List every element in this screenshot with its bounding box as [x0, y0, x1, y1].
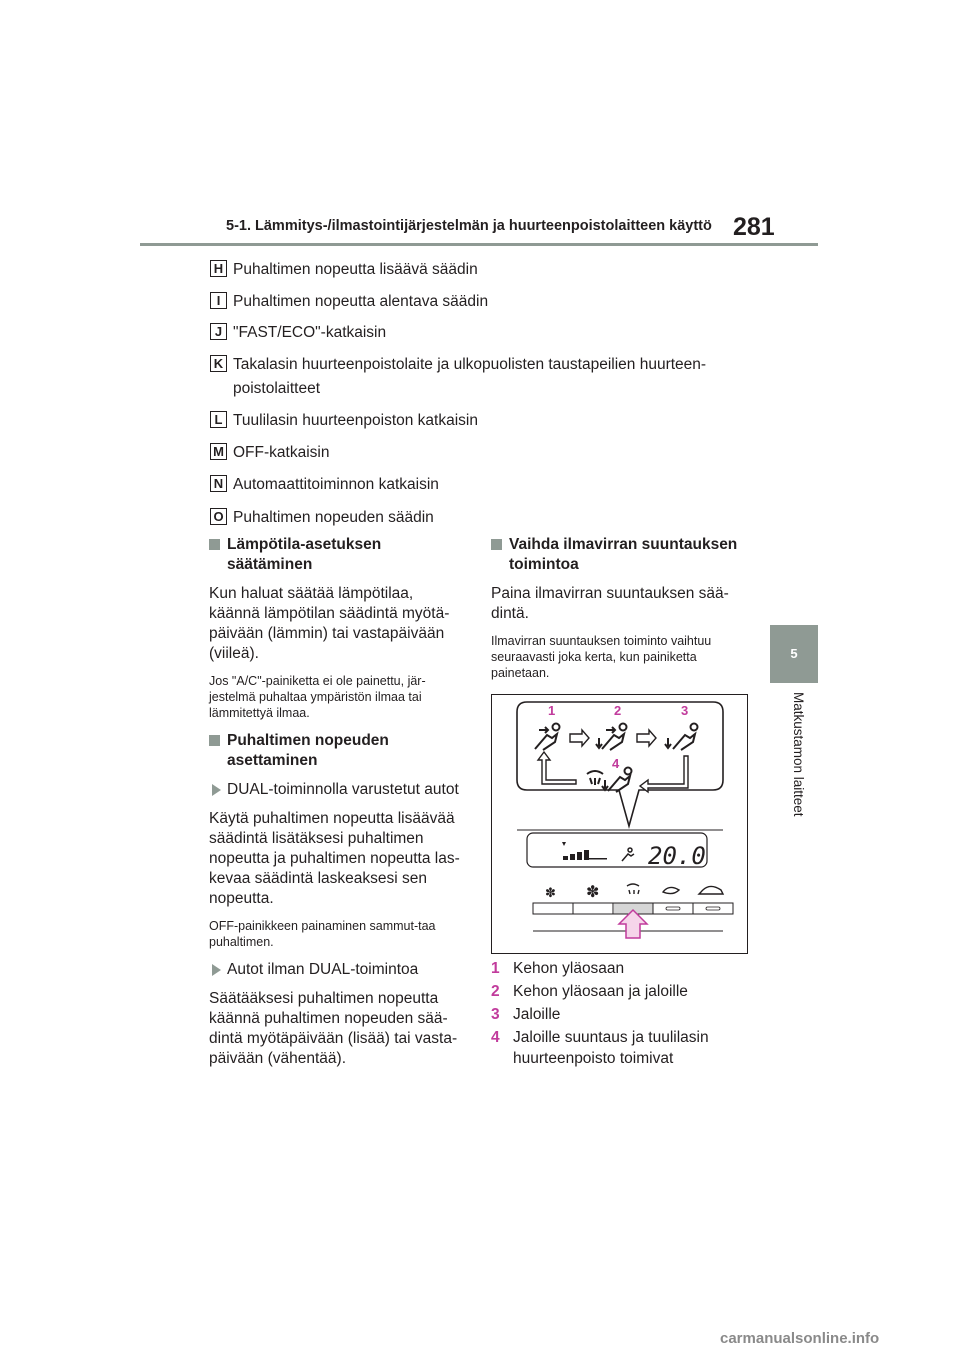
chapter-label: Matkustamon laitteet	[791, 692, 806, 817]
legend-item: 2 Kehon yläosaan ja jaloille	[491, 983, 688, 1000]
page-number: 281	[733, 213, 775, 241]
airflow-mode-figure	[491, 694, 748, 954]
key-item-text: Automaattitoiminnon katkaisin	[233, 476, 439, 493]
key-item-text: Puhaltimen nopeutta lisäävä säädin	[233, 261, 478, 278]
square-bullet-icon	[209, 735, 220, 746]
legend-item: 3 Jaloille	[491, 1006, 561, 1023]
legend-item: 1 Kehon yläosaan	[491, 960, 625, 977]
key-item-j	[210, 322, 387, 344]
key-badge: N	[210, 475, 227, 492]
triangle-bullet-icon	[212, 964, 221, 976]
legend-item: 4 Jaloille suuntaus ja tuulilasin huurteenpoisto toimivat	[491, 1029, 709, 1067]
nodual-body: Säätääksesi puhaltimen nopeutta käännä puhaltimen nopeuden sää-dintä myötäpäivään (lisää) tai vasta-päivään (vähentää).	[209, 990, 458, 1067]
airflow-body: Paina ilmavirran suuntauksen sää-dintä.	[491, 585, 729, 622]
temperature-readout: 20.0	[648, 842, 706, 870]
nodual-bullet: Autot ilman DUAL-toimintoa	[209, 960, 467, 980]
key-badge: H	[210, 260, 227, 277]
section-title: 5-1. Lämmitys-/ilmastointijärjestelmän ja huurteenpoistolaitteen käyttö	[226, 218, 712, 234]
dual-body: Käytä puhaltimen nopeutta lisäävää säädintä lisätäksesi puhaltimen nopeutta ja puhaltimen nopeutta las-kevaa säädintä laskeaksesi sen nopeutta.	[209, 810, 460, 907]
right-column	[491, 535, 749, 691]
off-note: OFF-painikkeen painaminen sammut-taa puhaltimen.	[209, 919, 436, 949]
airflow-diagram	[491, 694, 748, 954]
key-item-l	[210, 410, 478, 432]
key-badge: M	[210, 443, 227, 460]
chapter-tab: 5	[770, 625, 818, 683]
key-item-o	[210, 507, 434, 529]
callout-number: 1	[548, 703, 556, 718]
key-badge: K	[210, 355, 227, 372]
fan-low-icon: ✽	[545, 885, 556, 900]
key-item-n	[210, 474, 439, 496]
key-item-text: Puhaltimen nopeutta alentava säädin	[233, 293, 489, 310]
key-item-i	[210, 291, 489, 313]
temperature-heading: Lämpötila-asetuksen säätäminen	[209, 535, 467, 575]
square-bullet-icon	[491, 539, 502, 550]
watermark: carmanualsonline.info	[720, 1330, 880, 1347]
airflow-note: Ilmavirran suuntauksen toiminto vaihtuu seuraavasti joka kerta, kun painiketta painetaan.	[491, 634, 712, 680]
fan-speed-heading: Puhaltimen nopeuden asettaminen	[209, 731, 467, 771]
callout-number: 2	[614, 703, 622, 718]
key-item-k	[210, 354, 707, 376]
key-item-text: OFF-katkaisin	[233, 444, 330, 461]
key-item-text: Takalasin huurteenpoistolaite ja ulkopuolisten taustapeilien huurteen-	[233, 356, 707, 373]
square-bullet-icon	[209, 539, 220, 550]
key-badge: O	[210, 508, 227, 525]
temperature-note: Jos "A/C"-painiketta ei ole painettu, jär-jestelmä puhaltaa ympäristön ilmaa tai lämmitettyä ilmaa.	[209, 674, 426, 720]
key-item-text: poistolaitteet	[233, 380, 321, 397]
key-badge: L	[210, 411, 227, 428]
callout-number: 3	[681, 703, 689, 718]
key-item-text: Puhaltimen nopeuden säädin	[233, 509, 434, 526]
callout-number: 4	[612, 756, 620, 771]
key-item-m	[210, 442, 330, 464]
airflow-legend	[491, 958, 751, 1071]
dual-bullet: DUAL-toiminnolla varustetut autot	[209, 780, 467, 800]
triangle-bullet-icon	[212, 784, 221, 796]
temperature-body: Kun haluat säätää lämpötilaa, käännä lämpötilan säädintä myötä-päivään (lämmin) tai vastapäivään (viileä).	[209, 585, 450, 662]
key-item-text: "FAST/ECO"-katkaisin	[233, 324, 387, 341]
key-item-h	[210, 259, 478, 281]
key-badge: I	[210, 292, 227, 309]
airflow-heading: Vaihda ilmavirran suuntauksen toimintoa	[491, 535, 749, 575]
left-column	[209, 535, 467, 1078]
header-divider	[140, 243, 818, 246]
fan-high-icon: ✽	[586, 884, 600, 901]
key-item-text: Tuulilasin huurteenpoiston katkaisin	[233, 412, 478, 429]
key-badge: J	[210, 323, 227, 340]
